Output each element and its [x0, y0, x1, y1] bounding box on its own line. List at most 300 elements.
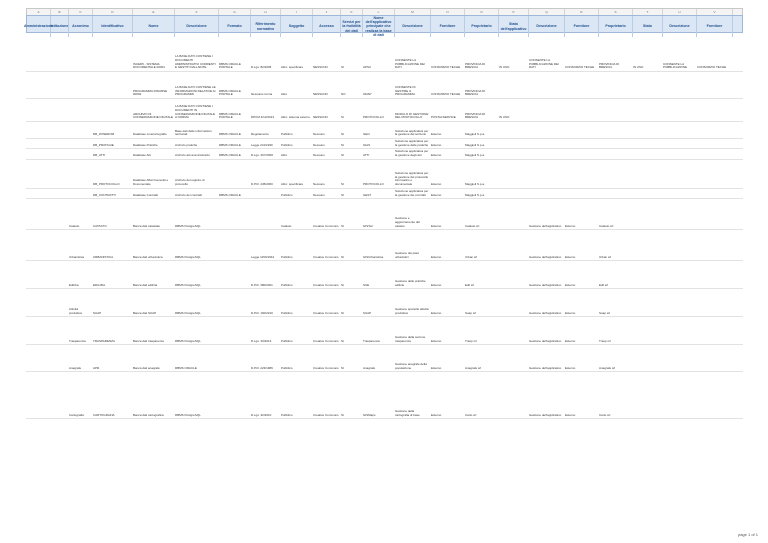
column-header: Accesso: [313, 16, 341, 37]
column-header: Formato: [219, 16, 251, 37]
table-cell: [68, 189, 92, 198]
table-cell: [662, 317, 696, 344]
table-cell: TRASPARENZA: [93, 338, 115, 343]
table-cell: [26, 189, 50, 198]
table-cell: [696, 317, 732, 344]
table-cell: [662, 149, 696, 158]
table-cell: [564, 189, 598, 198]
table-cell: [26, 345, 50, 371]
table-cell: [598, 122, 632, 138]
table-cell: Nessuno: [313, 142, 325, 147]
column-index: B: [51, 9, 69, 15]
table-cell: SI: [341, 310, 344, 315]
table-cell: LA BASE DATI CONTIENE LE INFORMAZIONI RELATIVE AI PROGRAMMI: [175, 84, 216, 97]
table-cell: [528, 99, 564, 121]
table-cell: Esterno: [565, 282, 576, 287]
table-cell: [498, 160, 528, 188]
table-cell: D.P.R. 445/2000: [251, 182, 273, 187]
table-cell: Esterno: [431, 142, 442, 147]
table-cell: CARTOGRAFIA: [93, 412, 115, 417]
table-row: [26, 230, 743, 261]
table-cell: Creative Commons: [313, 365, 339, 370]
table-cell: LA BASE DATI CONTIENE I DOCUMENTI AMMINISTRATIVI CORRENTI E GESTITI DALL'ENTE: [175, 54, 216, 70]
table-cell: DBMS PostgreSQL: [175, 310, 201, 315]
table-cell: Database Affari Generali e Documentale: [133, 178, 169, 187]
column-index: V: [697, 9, 733, 15]
table-cell: [498, 139, 528, 148]
table-cell: IN USO: [499, 65, 510, 70]
table-cell: CONSENTE LA PUBBLICAZIONE DEI DATI: [395, 57, 425, 70]
table-cell: Esterno: [565, 223, 576, 228]
table-cell: CATASTO: [93, 223, 107, 228]
table-cell: [218, 199, 250, 229]
table-cell: DB_ZONEROM: [93, 132, 115, 137]
table-cell: [632, 99, 662, 121]
table-cell: [696, 261, 732, 288]
column-index: Q: [529, 9, 565, 15]
column-index: O: [465, 9, 499, 15]
table-cell: Pubblico: [281, 142, 293, 147]
table-cell: Anagrafe srl: [599, 365, 616, 370]
table-row: [26, 99, 743, 122]
table-cell: [564, 72, 598, 98]
table-cell: [50, 261, 68, 288]
table-cell: [632, 345, 662, 371]
table-cell: Gestione dell'applicativo: [529, 310, 562, 315]
table-cell: CONSENTE LA PUBBLICAZIONE DEI DATI: [529, 57, 559, 70]
column-index: G: [219, 9, 251, 15]
table-cell: Urban srl: [465, 254, 478, 259]
table-cell: [68, 72, 92, 98]
table-cell: Pubblico: [281, 282, 293, 287]
table-cell: [498, 189, 528, 198]
table-cell: Anagrafe srl: [465, 365, 482, 370]
column-index: P: [499, 9, 529, 15]
column-header: Descrizione: [395, 16, 431, 37]
table-cell: Catasto srl: [465, 223, 480, 228]
table-cell: Suap srl: [599, 310, 611, 315]
column-header: Descrizione: [529, 16, 565, 37]
table-cell: Archivio del registro di protocollo: [175, 178, 205, 187]
table-cell: Esterno: [431, 310, 442, 315]
table-cell: [498, 345, 528, 371]
table-cell: Catasto srl: [599, 223, 614, 228]
table-row: [26, 72, 743, 99]
table-cell: Banca dati anagrafe: [133, 365, 160, 370]
table-cell: Soluzione applicativa per la gestione del protocollo informatico e documentale: [395, 171, 429, 187]
table-cell: [218, 345, 250, 371]
table-cell: [662, 189, 696, 198]
table-cell: LA BASE DATI CONTIENE I DOCUMENTI IN CONSERVAZIONE DIGITALE A NORMA: [175, 104, 216, 120]
column-index: T: [633, 9, 663, 15]
table-cell: [598, 149, 632, 158]
table-cell: [662, 122, 696, 138]
table-cell: Regolamento: [251, 132, 269, 137]
table-cell: [68, 139, 92, 148]
table-cell: [68, 122, 92, 138]
table-cell: Anagrafe: [69, 365, 82, 370]
table-cell: Esterno: [431, 338, 442, 343]
table-cell: ATTI: [363, 153, 370, 158]
table-cell: Gestione dell'applicativo: [529, 338, 562, 343]
column-index: S: [599, 9, 633, 15]
table-cell: DBMS PostgreSQL: [175, 282, 201, 287]
table-cell: [632, 317, 662, 344]
table-cell: Altro: specificare: [281, 182, 304, 187]
table-cell: CONSORZIO TECHE: [431, 92, 461, 97]
table-cell: Creative Commons: [313, 310, 339, 315]
column-index: A: [27, 9, 51, 15]
table-cell: [696, 345, 732, 371]
table-cell: [696, 230, 732, 260]
table-cell: D.P.R. 160/2010: [251, 310, 273, 315]
table-cell: D.Lgs. 32/2010: [251, 412, 272, 417]
table-cell: [662, 99, 696, 121]
table-cell: GISMaps: [363, 412, 376, 417]
table-cell: [498, 230, 528, 260]
table-row: [26, 160, 743, 189]
table-cell: D.Lgs. 82/2005: [251, 65, 272, 70]
table-cell: Banca dati urbanistica: [133, 254, 163, 259]
table-cell: Pubblico: [281, 192, 293, 197]
column-header: Nome: [133, 16, 175, 37]
table-cell: [50, 72, 68, 98]
table-cell: [26, 160, 50, 188]
column-header: Proprietario: [599, 16, 633, 37]
table-cell: Esterno: [431, 223, 442, 228]
table-cell: [498, 372, 528, 418]
table-cell: [662, 160, 696, 188]
table-cell: Urbanistica: [69, 254, 85, 259]
table-cell: Database zone/ortografie: [133, 132, 167, 137]
table-cell: PROVINCIA DI BRESCIA: [599, 61, 620, 70]
table-cell: [528, 160, 564, 188]
table-cell: [26, 372, 50, 418]
table-cell: URBANISTICA: [93, 254, 114, 259]
table-cell: Suap srl: [465, 310, 477, 315]
table-cell: Esterno: [431, 412, 442, 417]
table-cell: [632, 261, 662, 288]
table-cell: Gestione dell'applicativo: [529, 412, 562, 417]
table-row: [26, 345, 743, 372]
table-cell: [68, 160, 92, 188]
table-cell: [662, 139, 696, 148]
table-cell: Maggioli S.p.a.: [465, 192, 485, 197]
table-cell: [598, 189, 632, 198]
column-index: K: [341, 9, 363, 15]
table-cell: APR: [93, 365, 100, 370]
table-cell: Pubblico: [281, 254, 293, 259]
table-cell: Esterno: [431, 282, 442, 287]
table-cell: NESSUNO: [313, 92, 328, 97]
table-cell: [632, 230, 662, 260]
column-index: H: [251, 9, 281, 15]
table-cell: [662, 199, 696, 229]
table-cell: [50, 199, 68, 229]
table-cell: PROVINCIA DI BRESCIA: [465, 61, 486, 70]
table-row: [26, 33, 743, 72]
table-cell: DB_ATTI: [93, 153, 106, 158]
table-cell: Maggioli S.p.a.: [465, 142, 485, 147]
table-cell: Banca dati edilizia: [133, 282, 158, 287]
table-cell: Banca dati trasparenza: [133, 338, 164, 343]
table-cell: [250, 189, 280, 198]
table-cell: [696, 199, 732, 229]
table-row: [26, 149, 743, 159]
table-cell: Altro: [281, 92, 288, 97]
table-cell: [662, 261, 696, 288]
table-cell: [662, 345, 696, 371]
table-cell: Gestione della cartografia di base: [395, 408, 420, 417]
table-cell: [498, 122, 528, 138]
column-index: L: [363, 9, 395, 15]
table-cell: [632, 149, 662, 158]
table-cell: DPCM 3/12/2013: [251, 115, 275, 120]
table-cell: SI: [341, 153, 344, 158]
table-row: [26, 189, 743, 199]
table-cell: [632, 122, 662, 138]
table-cell: Trasp srl: [465, 338, 477, 343]
table-cell: [564, 160, 598, 188]
table-cell: [662, 72, 696, 98]
table-cell: Altro: [281, 153, 288, 158]
column-header: Stato dell'applicativo: [499, 16, 529, 37]
column-header: Fornitore: [565, 16, 599, 37]
table-cell: Legge 1150/1942: [251, 254, 275, 259]
table-cell: [564, 149, 598, 158]
table-cell: Esterno: [431, 365, 442, 370]
table-cell: PROTOCOLLO: [363, 115, 384, 120]
table-cell: [696, 372, 732, 418]
table-cell: [26, 33, 50, 71]
table-cell: SI: [341, 132, 344, 137]
table-cell: [50, 149, 68, 158]
table-cell: DB_PRATICHE: [93, 142, 114, 147]
table-cell: SI: [341, 142, 344, 147]
table-cell: DBMS ORACLE PORTALE: [219, 61, 241, 70]
table-cell: Banca dati cartografica: [133, 412, 164, 417]
table-cell: Esterno: [565, 310, 576, 315]
table-cell: NESSUNO: [313, 115, 328, 120]
table-cell: [92, 33, 132, 71]
table-cell: Base dati delle informazioni territoriali: [175, 128, 212, 137]
table-cell: [696, 189, 732, 198]
table-cell: Nessuno: [313, 132, 325, 137]
table-row: [26, 317, 743, 345]
table-cell: [218, 261, 250, 288]
table-cell: [50, 189, 68, 198]
table-cell: MODULO DI GESTIONE DEL PROTOCOLLO: [395, 111, 429, 120]
table-cell: D.P.R. 380/2001: [251, 282, 273, 287]
table-cell: [696, 122, 732, 138]
table-cell: Pubblico: [281, 132, 293, 137]
table-cell: [92, 72, 132, 98]
table-cell: GEST: [363, 192, 372, 197]
table-cell: [632, 72, 662, 98]
column-index: C: [69, 9, 93, 15]
table-cell: Database Contratti: [133, 192, 159, 197]
table-cell: DBMS ORACLE: [219, 142, 241, 147]
table-cell: CONSENTE DI GESTIRE IL PROGRAMMA: [395, 84, 416, 97]
table-cell: [50, 99, 68, 121]
table-cell: SI: [341, 365, 344, 370]
table-cell: [250, 199, 280, 229]
table-cell: Creative Commons: [313, 282, 339, 287]
table-cell: [26, 317, 50, 344]
table-cell: [696, 72, 732, 98]
column-header: Descrizione: [663, 16, 697, 37]
table-cell: [218, 230, 250, 260]
table-cell: SI: [341, 223, 344, 228]
table-cell: [632, 289, 662, 316]
table-cell: CONSORZIO TECHE: [565, 65, 595, 70]
table-cell: [498, 149, 528, 158]
table-cell: SI: [341, 182, 344, 187]
table-cell: NESSUNO: [313, 65, 328, 70]
table-cell: Cartografia: [69, 412, 84, 417]
table-cell: Nessuno: [313, 182, 325, 187]
table-cell: Urban srl: [599, 254, 612, 259]
table-cell: [564, 99, 598, 121]
table-cell: ARCHIVIO DI CONSERVAZIONE DIGITALE: [133, 111, 174, 120]
column-header: Istituzione: [51, 16, 69, 37]
table-cell: SI: [341, 65, 344, 70]
table-cell: [598, 99, 632, 121]
table-cell: [662, 289, 696, 316]
table-cell: Carto srl: [465, 412, 477, 417]
table-cell: Esterno: [431, 192, 442, 197]
table-cell: [632, 372, 662, 418]
table-cell: Edilizia: [69, 282, 79, 287]
table-cell: ORAP: [363, 92, 372, 97]
table-cell: [696, 99, 732, 121]
table-cell: [26, 122, 50, 138]
table-cell: [498, 261, 528, 288]
table-cell: Altro: specificare: [281, 65, 304, 70]
table-cell: PROVINCIA DI BRESCIA: [465, 88, 486, 97]
page-number: page 1 of 1: [737, 532, 758, 537]
table-cell: [498, 289, 528, 316]
table-cell: [50, 139, 68, 148]
table-cell: GISTerr: [363, 223, 374, 228]
table-cell: CONSORZIO TECHE: [431, 65, 461, 70]
table-cell: [50, 160, 68, 188]
column-index: F: [175, 9, 219, 15]
table-cell: GIAS: [363, 142, 371, 147]
table-cell: [632, 189, 662, 198]
table-cell: DBMS PostgreSQL: [175, 223, 201, 228]
table-cell: Gestione dei piani urbanistici: [395, 250, 420, 259]
table-cell: APS3: [363, 65, 371, 70]
column-index: D: [93, 9, 133, 15]
table-cell: [598, 160, 632, 188]
table-cell: Attività produttive: [69, 306, 83, 315]
table-cell: [662, 372, 696, 418]
table-cell: CONSENTE LA PUBBLICAZIONE: [663, 61, 688, 70]
table-cell: [50, 230, 68, 260]
table-cell: Nessuno: [313, 192, 325, 197]
table-cell: Esterno: [431, 182, 442, 187]
table-cell: [26, 99, 50, 121]
table-cell: [696, 149, 732, 158]
table-cell: Database Pratiche: [133, 142, 158, 147]
table-cell: Esterno: [565, 365, 576, 370]
column-header: Acronimo: [69, 16, 93, 37]
table-cell: [528, 139, 564, 148]
table-cell: [498, 199, 528, 229]
table-cell: Banca dati SUAP: [133, 310, 157, 315]
table-cell: D.Lgs. 33/2013: [251, 338, 272, 343]
table-cell: DBMS PostgreSQL: [175, 338, 201, 343]
table-cell: Gestione anagrafe della popolazione: [395, 361, 427, 370]
table-cell: Nessuno: [313, 153, 325, 158]
table-cell: DBMS ORACLE: [219, 153, 241, 158]
table-cell: Carto srl: [599, 412, 611, 417]
table-cell: Archivio atti amministrativi: [175, 153, 210, 158]
table-cell: Banca dati catastale: [133, 223, 161, 228]
table-cell: DB_CONTRATTI: [93, 192, 116, 197]
table-cell: [528, 189, 564, 198]
column-index: N: [431, 9, 465, 15]
table-cell: [68, 149, 92, 158]
table-cell: [598, 139, 632, 148]
table-cell: DB_PROTOCOLLO: [93, 182, 120, 187]
table-cell: [632, 160, 662, 188]
table-cell: DBMS ORACLE: [175, 365, 197, 370]
table-cell: Legge 241/1990: [251, 142, 273, 147]
column-header: Fornitore: [697, 16, 733, 37]
column-header: Fornitore: [431, 16, 465, 37]
table-cell: Edil srl: [465, 282, 475, 287]
table-cell: PROVINCIA DI BRESCIA: [465, 111, 486, 120]
table-cell: SI: [341, 192, 344, 197]
table-cell: [528, 122, 564, 138]
table-cell: [662, 230, 696, 260]
table-cell: Gestione dell'applicativo: [529, 282, 562, 287]
column-index: E: [133, 9, 175, 15]
spreadsheet: [26, 8, 743, 530]
table-cell: [632, 199, 662, 229]
table-cell: [218, 160, 250, 188]
table-cell: [498, 72, 528, 98]
table-cell: SI: [341, 115, 344, 120]
table-cell: D.P.R. 223/1989: [251, 365, 273, 370]
table-cell: Maggioli S.p.a.: [465, 182, 485, 187]
table-cell: [564, 139, 598, 148]
table-cell: Soluzione applicativa per la gestione del territorio: [395, 128, 429, 137]
table-cell: [50, 122, 68, 138]
table-cell: [26, 289, 50, 316]
table-cell: [218, 289, 250, 316]
table-cell: DBMS ORACLE PORTALE: [219, 88, 241, 97]
table-cell: SUE: [363, 282, 370, 287]
column-header: Amministrazione: [27, 16, 51, 37]
table-cell: Creative Commons: [313, 338, 339, 343]
table-cell: Archivio pratiche: [175, 142, 198, 147]
table-cell: Gestione delle pratiche edilizie: [395, 278, 426, 287]
table-cell: [696, 160, 732, 188]
table-row: [26, 199, 743, 230]
table-cell: PROGRAMMA RISORSE 00002: [133, 88, 168, 97]
column-header: Riferimento normativo: [251, 16, 281, 37]
table-cell: PROTOCOLLO: [363, 182, 384, 187]
table-cell: [598, 72, 632, 98]
table-cell: Edil srl: [599, 282, 609, 287]
table-cell: Pubblico: [281, 412, 293, 417]
table-cell: Esterno: [565, 338, 576, 343]
table-cell: SI: [341, 412, 344, 417]
table-cell: [26, 199, 50, 229]
